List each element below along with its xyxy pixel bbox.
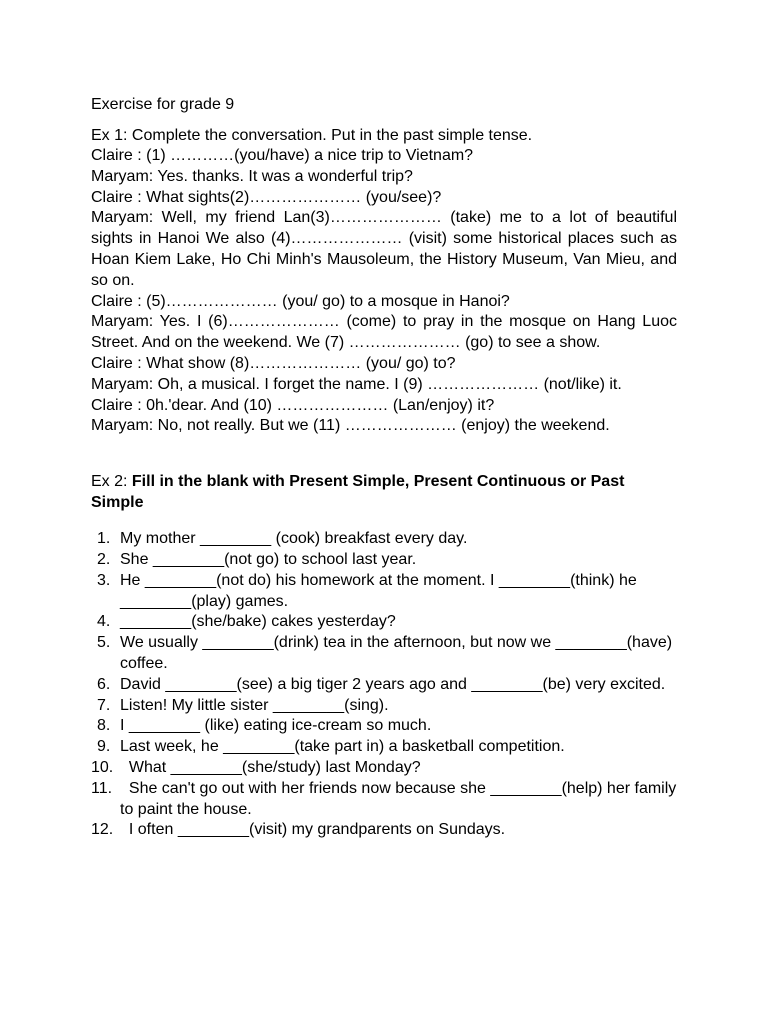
item-text-content: What ________(she/study) last Monday? [128, 758, 421, 776]
item-number: 12. [91, 821, 114, 839]
exercise-2-list [91, 529, 677, 841]
list-item [91, 779, 677, 821]
conversation-line-3: Claire : What sights(2)………………… (you/see)? [91, 188, 442, 206]
item-number: 2. [97, 550, 111, 568]
item-number: 9. [97, 738, 111, 756]
item-text-content: I often ________(visit) my grandparents on Sundays. [128, 821, 506, 839]
item-text [120, 759, 421, 776]
item-text: Listen! My little sister ________(sing). [120, 696, 389, 714]
list-item [91, 612, 677, 633]
list-item [91, 696, 677, 717]
conversation-line-1: Claire : (1) …………(you/have) a nice trip to Vietnam? [91, 147, 474, 164]
section-spacer [91, 437, 677, 471]
list-item [91, 758, 677, 779]
item-number: 4. [97, 613, 111, 631]
conversation-line-9: Claire : 0h.'dear. And (10) ………………… (Lan/enjoy) it? [91, 396, 495, 414]
item-number: 5. [97, 634, 111, 652]
item-number: 6. [97, 675, 111, 693]
item-number: 10. [91, 758, 114, 776]
exercise-2-heading [91, 471, 677, 513]
item-number: 8. [97, 717, 111, 735]
item-text: Last week, he ________(take part in) a basketball competition. [120, 738, 565, 756]
item-text: She ________(not go) to school last year. [120, 550, 417, 568]
conversation-line-6: Maryam: Yes. I (6)………………… (come) to pray in the mosque on Hang Luoc Street. And on the weekend. We (7) ………………… (go) to see a show. [91, 313, 677, 352]
conversation-line-10: Maryam: No, not really. But we (11) ………………… (enjoy) the weekend. [91, 417, 610, 435]
list-item [91, 633, 677, 675]
item-text: ________(she/bake) cakes yesterday? [120, 613, 396, 631]
exercise-1-section [91, 125, 677, 437]
item-number: 3. [97, 571, 111, 589]
list-item [91, 737, 677, 758]
item-text [120, 821, 505, 838]
item-text-content: She can't go out with her friends now because she ________(help) her family to paint the house. [120, 779, 677, 818]
conversation-line-7: Claire : What show (8)………………… (you/ go) to? [91, 354, 456, 372]
item-text: I ________ (like) eating ice-cream so much. [120, 717, 432, 735]
exercise-2-section [91, 471, 677, 841]
conversation-line-2: Maryam: Yes. thanks. It was a wonderful trip? [91, 167, 413, 185]
item-text [120, 780, 676, 818]
item-number: 11. [91, 779, 113, 797]
item-text: We usually ________(drink) tea in the afternoon, but now we ________(have) coffee. [120, 634, 673, 672]
conversation-line-8: Maryam: Oh, a musical. I forget the name. I (9) ………………… (not/like) it. [91, 375, 622, 393]
item-number: 7. [97, 696, 111, 714]
exercise-1-heading: Ex 1: Complete the conversation. Put in the past simple tense. [91, 127, 533, 144]
conversation-line-4: Maryam: Well, my friend Lan(3)………………… (take) me to a lot of beautiful sights in Hanoi We also (4)………………… (visit) some historical places such as Hoan Kiem Lake, Ho Chi Minh's Mausoleum, the History Museum, Van Mieu, and so on. [91, 209, 677, 289]
exercise-2-heading-prefix: Ex 2: [91, 473, 132, 491]
item-text: He ________(not do) his homework at the moment. I ________(think) he ________(play) games. [120, 571, 637, 610]
list-item [91, 550, 677, 571]
item-text: My mother ________ (cook) breakfast every day. [120, 530, 468, 548]
exercise-2-heading-instruction: Fill in the blank with Present Simple, Present Continuous or Past Simple [91, 473, 625, 512]
list-item [91, 571, 677, 613]
list-item [91, 820, 677, 841]
conversation-line-5: Claire : (5)………………… (you/ go) to a mosque in Hanoi? [91, 292, 510, 310]
list-item [91, 529, 677, 550]
document-page [91, 95, 677, 841]
document-title: Exercise for grade 9 [91, 96, 235, 113]
list-item [91, 716, 677, 737]
list-item [91, 675, 677, 696]
item-text: David ________(see) a big tiger 2 years ago and ________(be) very excited. [120, 675, 666, 693]
item-number: 1. [97, 530, 111, 548]
